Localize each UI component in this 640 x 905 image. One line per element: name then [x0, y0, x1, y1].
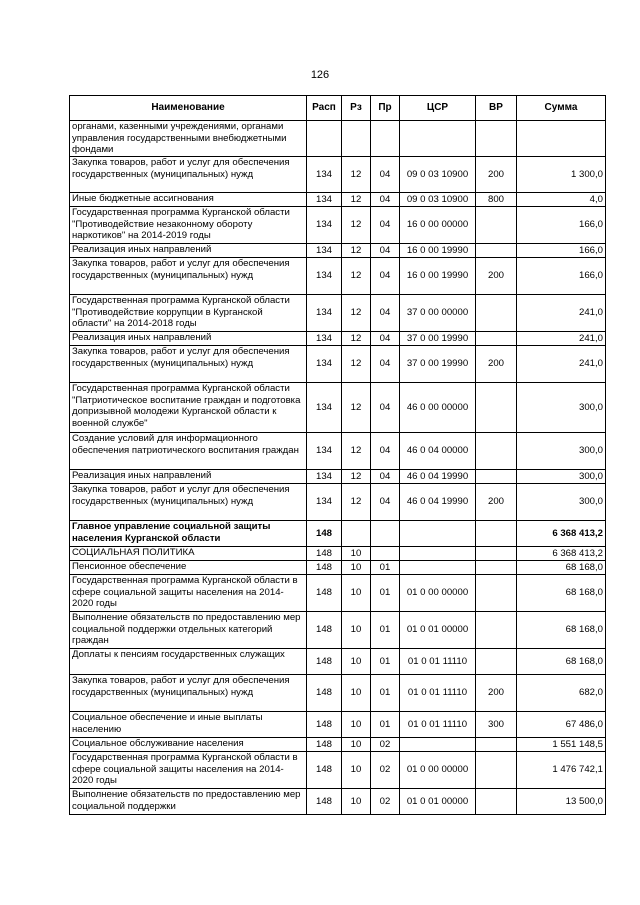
cell-rasp: 148: [307, 521, 342, 547]
cell-pr: 01: [371, 575, 400, 612]
cell-rz: 12: [342, 258, 371, 295]
table-row: [70, 383, 606, 433]
cell-vr: [476, 547, 517, 561]
cell-name: Выполнение обязательств по предоставлению мер социальной поддержки отдельных категорий граждан: [70, 612, 307, 649]
cell-rasp: 134: [307, 207, 342, 244]
cell-sum: 300,0: [517, 383, 606, 433]
table-row: [70, 295, 606, 332]
table-row: [70, 675, 606, 712]
table-row: [70, 738, 606, 752]
cell-name: Государственная программа Курганской области "Патриотическое воспитание граждан и подготовка допризывной молодежи Курганской области к военной службе": [70, 383, 307, 433]
cell-csr: [400, 521, 476, 547]
cell-rasp: 134: [307, 470, 342, 484]
cell-sum: 1 551 148,5: [517, 738, 606, 752]
cell-name: Закупка товаров, работ и услуг для обеспечения государственных (муниципальных) нужд: [70, 484, 307, 521]
cell-pr: [371, 547, 400, 561]
cell-sum: 67 486,0: [517, 712, 606, 738]
cell-name: Закупка товаров, работ и услуг для обеспечения государственных (муниципальных) нужд: [70, 157, 307, 193]
cell-vr: 200: [476, 258, 517, 295]
cell-name: Реализация иных направлений: [70, 332, 307, 346]
cell-pr: 01: [371, 561, 400, 575]
table-row: [70, 547, 606, 561]
cell-sum: 682,0: [517, 675, 606, 712]
cell-vr: [476, 433, 517, 470]
table-row: [70, 433, 606, 470]
cell-vr: 200: [476, 157, 517, 193]
table-row: [70, 258, 606, 295]
cell-name: СОЦИАЛЬНАЯ ПОЛИТИКА: [70, 547, 307, 561]
table-row: [70, 712, 606, 738]
cell-vr: 300: [476, 712, 517, 738]
table-row: [70, 157, 606, 193]
cell-rz: 10: [342, 675, 371, 712]
cell-pr: 01: [371, 649, 400, 675]
cell-pr: 04: [371, 332, 400, 346]
cell-csr: 46 0 04 19990: [400, 470, 476, 484]
cell-name: Закупка товаров, работ и услуг для обеспечения государственных (муниципальных) нужд: [70, 346, 307, 383]
cell-sum: 241,0: [517, 295, 606, 332]
cell-name: Государственная программа Курганской области "Противодействие коррупции в Курганской области" на 2014-2018 годы: [70, 295, 307, 332]
table-row: [70, 470, 606, 484]
cell-csr: 01 0 00 00000: [400, 575, 476, 612]
cell-rasp: 148: [307, 675, 342, 712]
cell-pr: 04: [371, 207, 400, 244]
table-row: [70, 346, 606, 383]
cell-name: Реализация иных направлений: [70, 470, 307, 484]
cell-csr: 46 0 04 00000: [400, 433, 476, 470]
cell-csr: [400, 121, 476, 157]
cell-pr: 04: [371, 244, 400, 258]
cell-rz: 10: [342, 547, 371, 561]
cell-rasp: 134: [307, 484, 342, 521]
cell-rz: 10: [342, 561, 371, 575]
cell-rasp: 148: [307, 575, 342, 612]
cell-pr: 04: [371, 470, 400, 484]
cell-name: Закупка товаров, работ и услуг для обеспечения государственных (муниципальных) нужд: [70, 675, 307, 712]
header-vr: ВР: [476, 96, 517, 121]
cell-pr: [371, 521, 400, 547]
cell-pr: 04: [371, 258, 400, 295]
cell-rasp: 148: [307, 738, 342, 752]
cell-rz: 10: [342, 649, 371, 675]
cell-pr: 04: [371, 157, 400, 193]
cell-csr: 16 0 00 00000: [400, 207, 476, 244]
cell-rz: 12: [342, 332, 371, 346]
cell-rasp: 148: [307, 561, 342, 575]
cell-sum: 6 368 413,2: [517, 521, 606, 547]
cell-name: Государственная программа Курганской области в сфере социальной защиты населения на 2014-2020 годы: [70, 752, 307, 789]
cell-sum: [517, 121, 606, 157]
table-row: [70, 612, 606, 649]
table-row: [70, 561, 606, 575]
cell-name: Социальное обеспечение и иные выплаты населению: [70, 712, 307, 738]
cell-sum: 166,0: [517, 258, 606, 295]
cell-rasp: 148: [307, 789, 342, 815]
cell-vr: [476, 244, 517, 258]
cell-vr: [476, 649, 517, 675]
cell-rz: 12: [342, 433, 371, 470]
cell-rz: 10: [342, 575, 371, 612]
cell-rz: 12: [342, 383, 371, 433]
cell-pr: 04: [371, 433, 400, 470]
cell-rz: 12: [342, 193, 371, 207]
cell-csr: 09 0 03 10900: [400, 157, 476, 193]
cell-sum: 6 368 413,2: [517, 547, 606, 561]
header-pr: Пр: [371, 96, 400, 121]
table-header-row: [70, 96, 606, 121]
cell-name: Пенсионное обеспечение: [70, 561, 307, 575]
cell-name: Социальное обслуживание населения: [70, 738, 307, 752]
cell-sum: 166,0: [517, 244, 606, 258]
cell-pr: 04: [371, 383, 400, 433]
cell-rasp: 134: [307, 157, 342, 193]
cell-csr: 01 0 01 11110: [400, 675, 476, 712]
cell-pr: 04: [371, 484, 400, 521]
cell-rasp: 134: [307, 193, 342, 207]
header-rasp: Расп: [307, 96, 342, 121]
cell-rasp: [307, 121, 342, 157]
cell-vr: [476, 207, 517, 244]
cell-rz: 10: [342, 752, 371, 789]
cell-pr: 04: [371, 295, 400, 332]
cell-csr: 16 0 00 19990: [400, 258, 476, 295]
cell-rasp: 148: [307, 712, 342, 738]
budget-table: [69, 95, 606, 815]
cell-vr: [476, 738, 517, 752]
cell-name: Государственная программа Курганской области в сфере социальной защиты населения на 2014-2020 годы: [70, 575, 307, 612]
cell-rasp: 134: [307, 332, 342, 346]
cell-csr: 01 0 01 11110: [400, 649, 476, 675]
cell-pr: 04: [371, 346, 400, 383]
cell-sum: 241,0: [517, 346, 606, 383]
cell-sum: 241,0: [517, 332, 606, 346]
cell-rz: [342, 121, 371, 157]
cell-rasp: 134: [307, 433, 342, 470]
cell-csr: 01 0 01 00000: [400, 789, 476, 815]
table-row: [70, 244, 606, 258]
cell-sum: 1 476 742,1: [517, 752, 606, 789]
cell-rz: 10: [342, 612, 371, 649]
table-row: [70, 193, 606, 207]
cell-pr: 01: [371, 712, 400, 738]
cell-sum: 1 300,0: [517, 157, 606, 193]
cell-sum: 13 500,0: [517, 789, 606, 815]
header-csr: ЦСР: [400, 96, 476, 121]
cell-rz: 12: [342, 484, 371, 521]
cell-rasp: 148: [307, 752, 342, 789]
cell-csr: 37 0 00 00000: [400, 295, 476, 332]
cell-rasp: 134: [307, 383, 342, 433]
cell-name: Доплаты к пенсиям государственных служащих: [70, 649, 307, 675]
cell-csr: [400, 561, 476, 575]
cell-rasp: 134: [307, 346, 342, 383]
cell-rasp: 148: [307, 649, 342, 675]
cell-sum: 300,0: [517, 484, 606, 521]
cell-csr: 37 0 00 19990: [400, 346, 476, 383]
cell-csr: [400, 547, 476, 561]
cell-sum: 68 168,0: [517, 561, 606, 575]
cell-rasp: 148: [307, 547, 342, 561]
cell-rasp: 134: [307, 258, 342, 295]
table-row: [70, 521, 606, 547]
cell-vr: [476, 612, 517, 649]
cell-pr: 01: [371, 675, 400, 712]
cell-vr: [476, 295, 517, 332]
table-row: [70, 332, 606, 346]
cell-vr: 800: [476, 193, 517, 207]
table-row: [70, 789, 606, 815]
cell-vr: 200: [476, 675, 517, 712]
cell-rz: 12: [342, 470, 371, 484]
table-row: [70, 207, 606, 244]
cell-rz: 12: [342, 295, 371, 332]
cell-csr: 09 0 03 10900: [400, 193, 476, 207]
cell-rz: 10: [342, 712, 371, 738]
cell-vr: [476, 752, 517, 789]
cell-name: Главное управление социальной защиты населения Курганской области: [70, 521, 307, 547]
cell-vr: [476, 332, 517, 346]
cell-sum: 68 168,0: [517, 575, 606, 612]
cell-csr: 01 0 01 00000: [400, 612, 476, 649]
cell-pr: 02: [371, 738, 400, 752]
cell-csr: 46 0 04 19990: [400, 484, 476, 521]
cell-vr: [476, 383, 517, 433]
cell-rz: [342, 521, 371, 547]
cell-vr: [476, 575, 517, 612]
cell-vr: [476, 521, 517, 547]
cell-sum: 4,0: [517, 193, 606, 207]
table-row: [70, 121, 606, 157]
cell-pr: 02: [371, 752, 400, 789]
cell-name: Иные бюджетные ассигнования: [70, 193, 307, 207]
table-body: [70, 121, 606, 815]
cell-name: Создание условий для информационного обеспечения патриотического воспитания граждан: [70, 433, 307, 470]
cell-pr: 01: [371, 612, 400, 649]
cell-vr: 200: [476, 346, 517, 383]
cell-rz: 12: [342, 244, 371, 258]
cell-sum: 68 168,0: [517, 649, 606, 675]
cell-rasp: 134: [307, 244, 342, 258]
cell-pr: 02: [371, 789, 400, 815]
cell-vr: [476, 470, 517, 484]
cell-pr: [371, 121, 400, 157]
header-name: Наименование: [70, 96, 307, 121]
cell-csr: 01 0 00 00000: [400, 752, 476, 789]
cell-rasp: 148: [307, 612, 342, 649]
cell-name: Выполнение обязательств по предоставлению мер социальной поддержки: [70, 789, 307, 815]
table-row: [70, 649, 606, 675]
cell-sum: 68 168,0: [517, 612, 606, 649]
cell-vr: [476, 561, 517, 575]
cell-rz: 10: [342, 738, 371, 752]
cell-csr: [400, 738, 476, 752]
page-number: 126: [310, 69, 330, 81]
cell-name: Государственная программа Курганской области "Противодействие незаконному обороту наркотиков" на 2014-2019 годы: [70, 207, 307, 244]
cell-name: Закупка товаров, работ и услуг для обеспечения государственных (муниципальных) нужд: [70, 258, 307, 295]
table-row: [70, 575, 606, 612]
table-row: [70, 752, 606, 789]
cell-vr: [476, 121, 517, 157]
cell-csr: 16 0 00 19990: [400, 244, 476, 258]
cell-csr: 01 0 01 11110: [400, 712, 476, 738]
cell-vr: [476, 789, 517, 815]
cell-rz: 12: [342, 207, 371, 244]
table-row: [70, 484, 606, 521]
cell-pr: 04: [371, 193, 400, 207]
cell-sum: 300,0: [517, 470, 606, 484]
cell-sum: 300,0: [517, 433, 606, 470]
cell-csr: 46 0 00 00000: [400, 383, 476, 433]
cell-rz: 10: [342, 789, 371, 815]
cell-rasp: 134: [307, 295, 342, 332]
header-sum: Сумма: [517, 96, 606, 121]
cell-rz: 12: [342, 157, 371, 193]
cell-vr: 200: [476, 484, 517, 521]
cell-sum: 166,0: [517, 207, 606, 244]
cell-name: Реализация иных направлений: [70, 244, 307, 258]
cell-rz: 12: [342, 346, 371, 383]
cell-csr: 37 0 00 19990: [400, 332, 476, 346]
cell-name: органами, казенными учреждениями, органами управления государственными внебюджетными фондами: [70, 121, 307, 157]
header-rz: Рз: [342, 96, 371, 121]
